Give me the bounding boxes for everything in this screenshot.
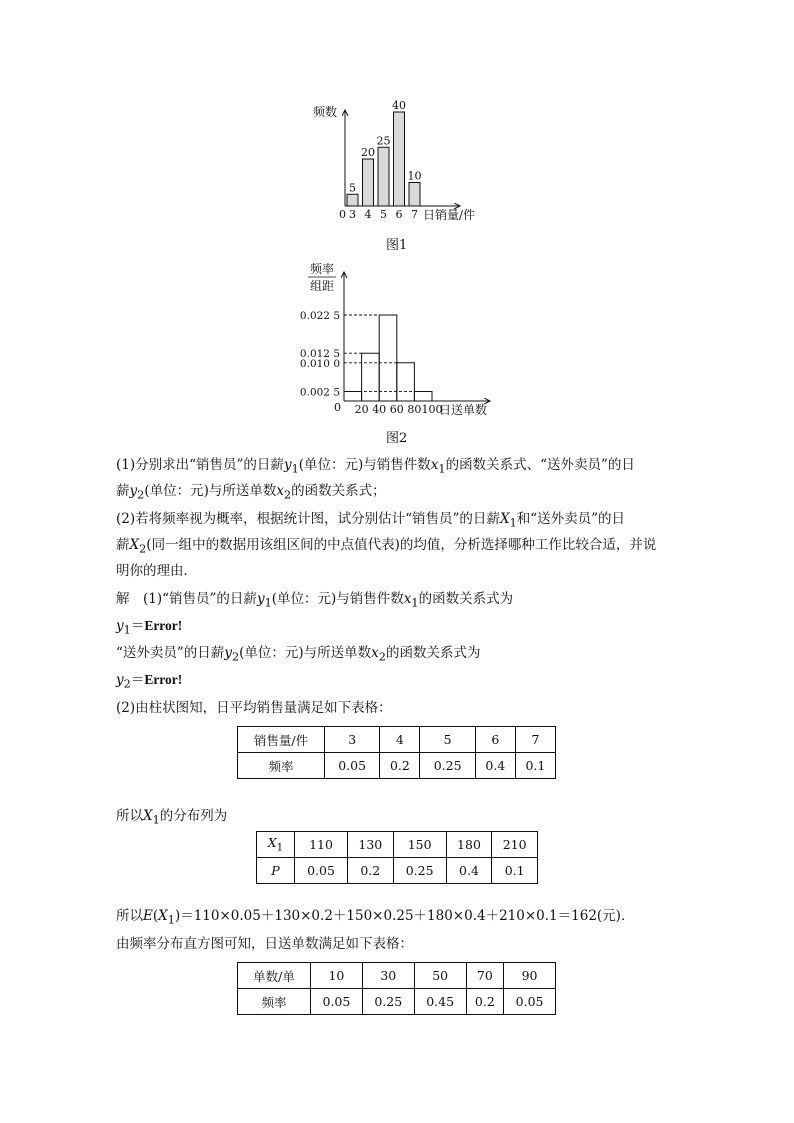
chart2-bar-20-40	[362, 353, 380, 401]
chart2-xlabel: 日送单数	[439, 403, 488, 417]
chart2-ylabel-bottom: 组距	[310, 279, 335, 293]
chart2-y-tick-label: 0.002 5	[299, 386, 340, 399]
question-2-line-3: 明你的理由．	[116, 563, 197, 579]
chart1-tick-label: 6	[395, 208, 403, 221]
chart1-value-label: 40	[392, 99, 406, 112]
solution-line-2: $y_1=Error$!	[116, 618, 183, 637]
question-1-line-1: (1)分别求出“销售员”的日薪$y_1$(单位：元)与销售件数$x_1$的函数关系式、“送外卖员”的日	[116, 457, 635, 476]
table-row: 频率 0.05 0.2 0.25 0.4 0.1	[238, 753, 556, 779]
chart2-x-tick-label: 100	[421, 403, 443, 416]
chart1-tick-label: 4	[364, 208, 372, 221]
solution-line-4: $y_2=Error$!	[116, 672, 183, 691]
chart1-value-label: 5	[349, 181, 356, 195]
chart1-origin: 0	[339, 208, 346, 221]
chart1-tick-label: 5	[380, 208, 387, 221]
chart1-tick-label: 7	[411, 208, 418, 221]
solution-line-8: 由频率分布直方图可知，日送单数满足如下表格：	[116, 936, 413, 952]
solution-line-3: “送外卖员”的日薪$y_2$(单位：元)与所送单数$x_2$的函数关系式为	[116, 645, 481, 664]
solution-line-5: (2)由柱状图知，日平均销售量满足如下表格：	[116, 700, 392, 716]
chart1-caption: 图1	[386, 238, 408, 253]
chart2-y-tick-label: 0.012 5	[299, 348, 340, 361]
chart1-xlabel: 日销量/件	[423, 208, 476, 222]
table-orders-frequency	[237, 962, 556, 1015]
solution-line-6: 所以$X_1$的分布列为	[116, 808, 228, 827]
chart2-bar-0-20	[344, 391, 362, 401]
table-sales-frequency	[237, 726, 556, 779]
chart2-origin: 0	[334, 401, 341, 414]
question-2-line-1: (2)若将频率视为概率，根据统计图，试分别估计“销售员”的日薪$X_1$和“送外卖员”的日	[116, 511, 626, 530]
table-row: 单数/单 10 30 50 70 90	[238, 963, 556, 989]
chart1-bar-3	[347, 194, 358, 206]
chart2-ylabel-top: 频率	[310, 262, 335, 276]
chart2-x-tick-label: 40	[372, 403, 387, 416]
table-row: P 0.05 0.2 0.25 0.4 0.1	[257, 858, 538, 884]
chart1-value-label: 20	[361, 146, 375, 159]
chart1-ylabel: 频数	[313, 105, 338, 119]
table-row: 频率 0.05 0.25 0.45 0.2 0.05	[238, 989, 556, 1015]
chart1-value-label: 25	[376, 134, 391, 148]
table-row: $X_1$ 110 130 150 180 210	[257, 832, 538, 858]
chart2-bar-80-100	[414, 391, 432, 401]
chart1-value-label: 10	[407, 169, 422, 183]
solution-line-7: 所以$E(X_1)=110\times 0.05+130\times 0.2+150\times 0.25+180\times 0.4+210\times 0.1=162$(元)．	[116, 908, 635, 927]
table-row: 销售量/件 3 4 5 6 7	[238, 727, 556, 753]
chart1	[300, 92, 500, 232]
chart2-x-tick-label: 80	[407, 403, 422, 416]
chart2-y-tick-label: 0.010 0	[299, 357, 340, 370]
question-2-line-2: 薪$X_2$(同一组中的数据用该组区间的中点值代表)的均值，分析选择哪种工作比较合适，并说	[116, 537, 657, 556]
chart2-y-tick-label: 0.022 5	[299, 310, 340, 322]
table-x1-distribution	[256, 831, 538, 884]
chart1-bar-4	[363, 159, 374, 206]
chart2-caption: 图2	[386, 431, 408, 446]
chart2-x-tick-label: 60	[389, 403, 404, 416]
question-1-line-2: 薪$y_2$(单位：元)与所送单数$x_2$的函数关系式；	[116, 483, 386, 502]
chart1-bar-6	[394, 112, 405, 206]
chart1-tick-label: 3	[349, 208, 356, 221]
chart2-bar-60-80	[397, 363, 415, 401]
solution-line-1: 解 (1)“销售员”的日薪$y_1$(单位：元)与销售件数$x_1$的函数关系式为	[116, 591, 514, 610]
chart1-bar-5	[378, 147, 389, 206]
chart2-x-tick-label: 20	[354, 403, 369, 416]
chart1-bar-7	[409, 183, 420, 207]
chart2	[290, 258, 510, 418]
chart2-bar-40-60	[379, 315, 397, 401]
